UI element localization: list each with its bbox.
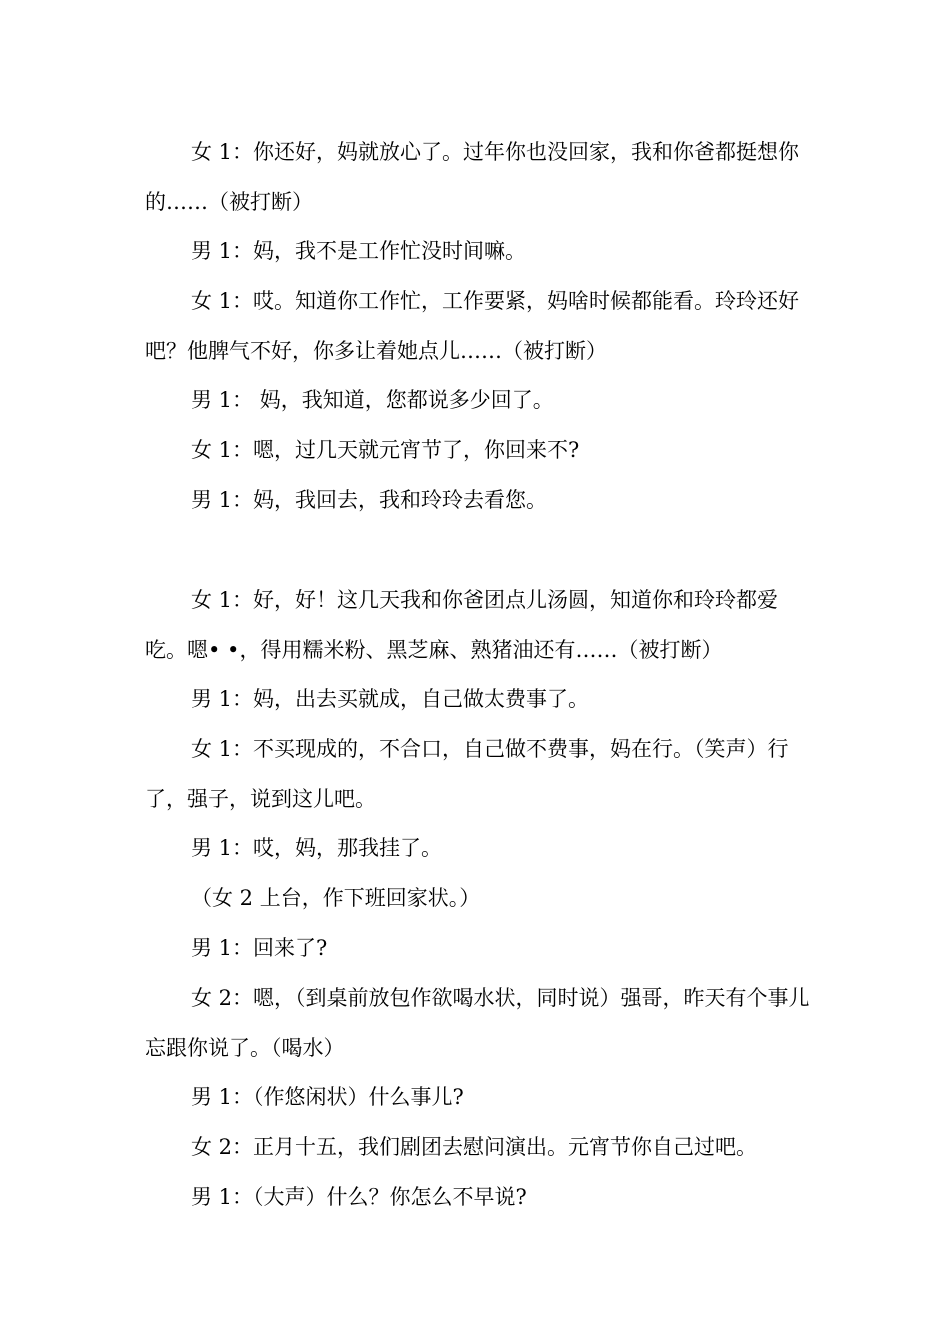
dialogue-line: 男 1：（作悠闲状）什么事儿?: [191, 1085, 464, 1109]
dialogue-line: 男 1：妈，我不是工作忙没时间嘛。: [191, 239, 527, 263]
dialogue-line: 男 1：回来了?: [191, 936, 328, 960]
dialogue-line: 男 1：哎，妈，那我挂了。: [191, 836, 443, 860]
stage-direction: （女 2 上台，作下班回家状。）: [191, 886, 481, 910]
dialogue-line: 女 1：你还好，妈就放心了。过年你也没回家，我和你爸都挺想你的……（被打断）: [145, 140, 800, 214]
dialogue-line: 女 1：哎。知道你工作忙，工作要紧，妈啥时候都能看。玲玲还好吧？他脾气不好，你多让着她点儿……（被打断）: [145, 289, 800, 363]
dialogue-line: 女 2：嗯，（到桌前放包作欲喝水状，同时说）强哥，昨天有个事儿忘跟你说了。（喝水）: [145, 986, 810, 1060]
dialogue-line: 女 1：好，好！这几天我和你爸团点儿汤圆，知道你和玲玲都爱吃。嗯• •，得用糯米粉、黑芝麻、熟猪油还有……（被打断）: [145, 588, 779, 662]
dialogue-line: 男 1：妈，出去买就成，自己做太费事了。: [191, 687, 590, 711]
dialogue-line: 女 2：正月十五，我们剧团去慰问演出。元宵节你自己过吧。: [191, 1135, 758, 1159]
dialogue-line: 男 1： 妈，我知道，您都说多少回了。: [191, 388, 554, 412]
dialogue-line: 女 1：不买现成的，不合口，自己做不费事，妈在行。（笑声）行了，强子，说到这儿吧。: [145, 737, 789, 811]
dialogue-line: 男 1：妈，我回去，我和玲玲去看您。: [191, 488, 548, 512]
dialogue-line: 男 1：（大声）什么？你怎么不早说?: [191, 1185, 527, 1209]
dialogue-line: 女 1：嗯，过几天就元宵节了，你回来不?: [191, 438, 580, 462]
